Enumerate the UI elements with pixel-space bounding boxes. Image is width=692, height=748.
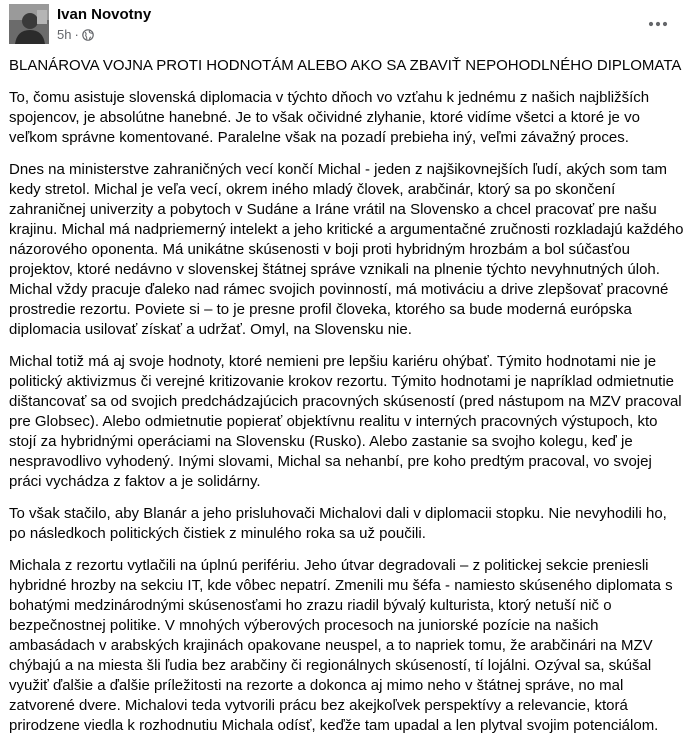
meta-separator: · [74, 27, 79, 42]
post-paragraph: Michal totiž má aj svoje hodnoty, ktoré nemieni pre lepšiu kariéru ohýbať. Týmito hodnotami nie je politický aktivizmus či verejné kritizovanie krokov rezortu. Týmito hodnotami je napríklad odmietnutie dištancovať sa od svojich predchádzajúcich pracovných skúseností (pred nástupom na MZV pracoval pre Globsec). Alebo odmietnutie popierať objektívnu realitu v interných pracovných výstupoch, kto stojí za hybridnými operáciami na Slovensku (Rusko). Alebo zastanie sa svojho kolegu, keď je nespravodlivo vyhodený. Inými slovami, Michal sa nehanbí, pre koho predtým pracoval, vo svojej práci vychádza z faktov a je solidárny. [9, 353, 682, 490]
post-paragraph: To, čomu asistuje slovenská diplomacia v týchto dňoch vo vzťahu k jednému z našich najbližších spojencov, je absolútne hanebné. Je to však očividné zlyhanie, ktoré vidíme všetci a ktoré je vo veľkom správne komentované. Paralelne však na pozadí prebieha iný, veľmi závažný proces. [9, 89, 650, 146]
post-header [0, 0, 692, 50]
author-name[interactable]: Ivan Novotny [57, 6, 152, 23]
more-horizontal-icon [648, 21, 668, 27]
avatar[interactable] [9, 4, 49, 44]
globe-icon[interactable] [82, 29, 94, 41]
post-paragraph: Dnes na ministerstve zahraničných vecí končí Michal - jeden z najšikovnejších ľudí, akých som tam kedy stretol. Michal je veľa vecí, okrem iného mladý človek, arabčinár, ktorý sa po skončení zahraničnej univerzity a pobytoch v Sudáne a Iráne vrátil na Slovensko a chcel pracovať pre našu krajinu. Michal má nadpriemerný intelekt a jeho kritické a argumentačné zručnosti rozkladajú každého názorového oponenta. Má unikátne skúsenosti v boji proti hybridným hrozbám a bol súčasťou projektov, ktoré nedávno v slovenskej štátnej správe vznikali na plnenie týchto nevyhnutných úloh. Michal vždy pracuje ďaleko nad rámec svojich povinností, má motiváciu a drive zlepšovať pracovné prostredie rezortu. Poviete si – to je presne profil človeka, ktorého sa bude moderná európska diplomacia usilovať získať a udržať. Omyl, na Slovensku nie. [9, 161, 684, 338]
post-paragraph: Michala z rezortu vytlačili na úplnú perifériu. Jeho útvar degradovali – z politickej sekcie preniesli hybridné hrozby na sekciu IT, kde vôbec nepatrí. Zmenili mu šéfa - namiesto skúseného diplomata s bohatými medzinárodnými skúsenosťami ho zrazu riadil bývalý kulturista, ktorý netuší nič o bezpečnostnej politike. V mnohých výberových procesoch na juniorské pozície na našich ambasádach v arabských krajinách opakovane neuspel, a to napriek tomu, že arabčinári na MZV chýbajú a na miesta šli ľudia bez arabčiny či regionálnych skúseností, tí lojálni. Ozýval sa, skúšal využiť ďalšie a ďalšie príležitosti na rezorte a dokonca aj mimo neho v štátnej správe, no mal zatvorené dvere. Michalovi teda vytvorili prácu bez akejkoľvek perspektívy a relevancie, ktorá prirodzene viedla k rozhodnutiu Michala odísť, keďže tam upadal a len plytval svojim potenciálom. [9, 557, 673, 734]
post-timestamp[interactable]: 5h [57, 27, 72, 42]
post-content [9, 56, 685, 748]
avatar-photo [9, 4, 49, 44]
post-meta [57, 27, 94, 43]
more-options-button[interactable] [644, 10, 672, 38]
post-title: BLANÁROVA VOJNA PROTI HODNOTÁM ALEBO AKO SA ZBAVIŤ NEPOHODLNÉHO DIPLOMATA [9, 57, 682, 74]
post-paragraph: To však stačilo, aby Blanár a jeho prisluhovači Michalovi dali v diplomacii stopku. Nie nevyhodili ho, po následkoch politických čistiek z minulého roka sa už poučili. [9, 505, 667, 542]
